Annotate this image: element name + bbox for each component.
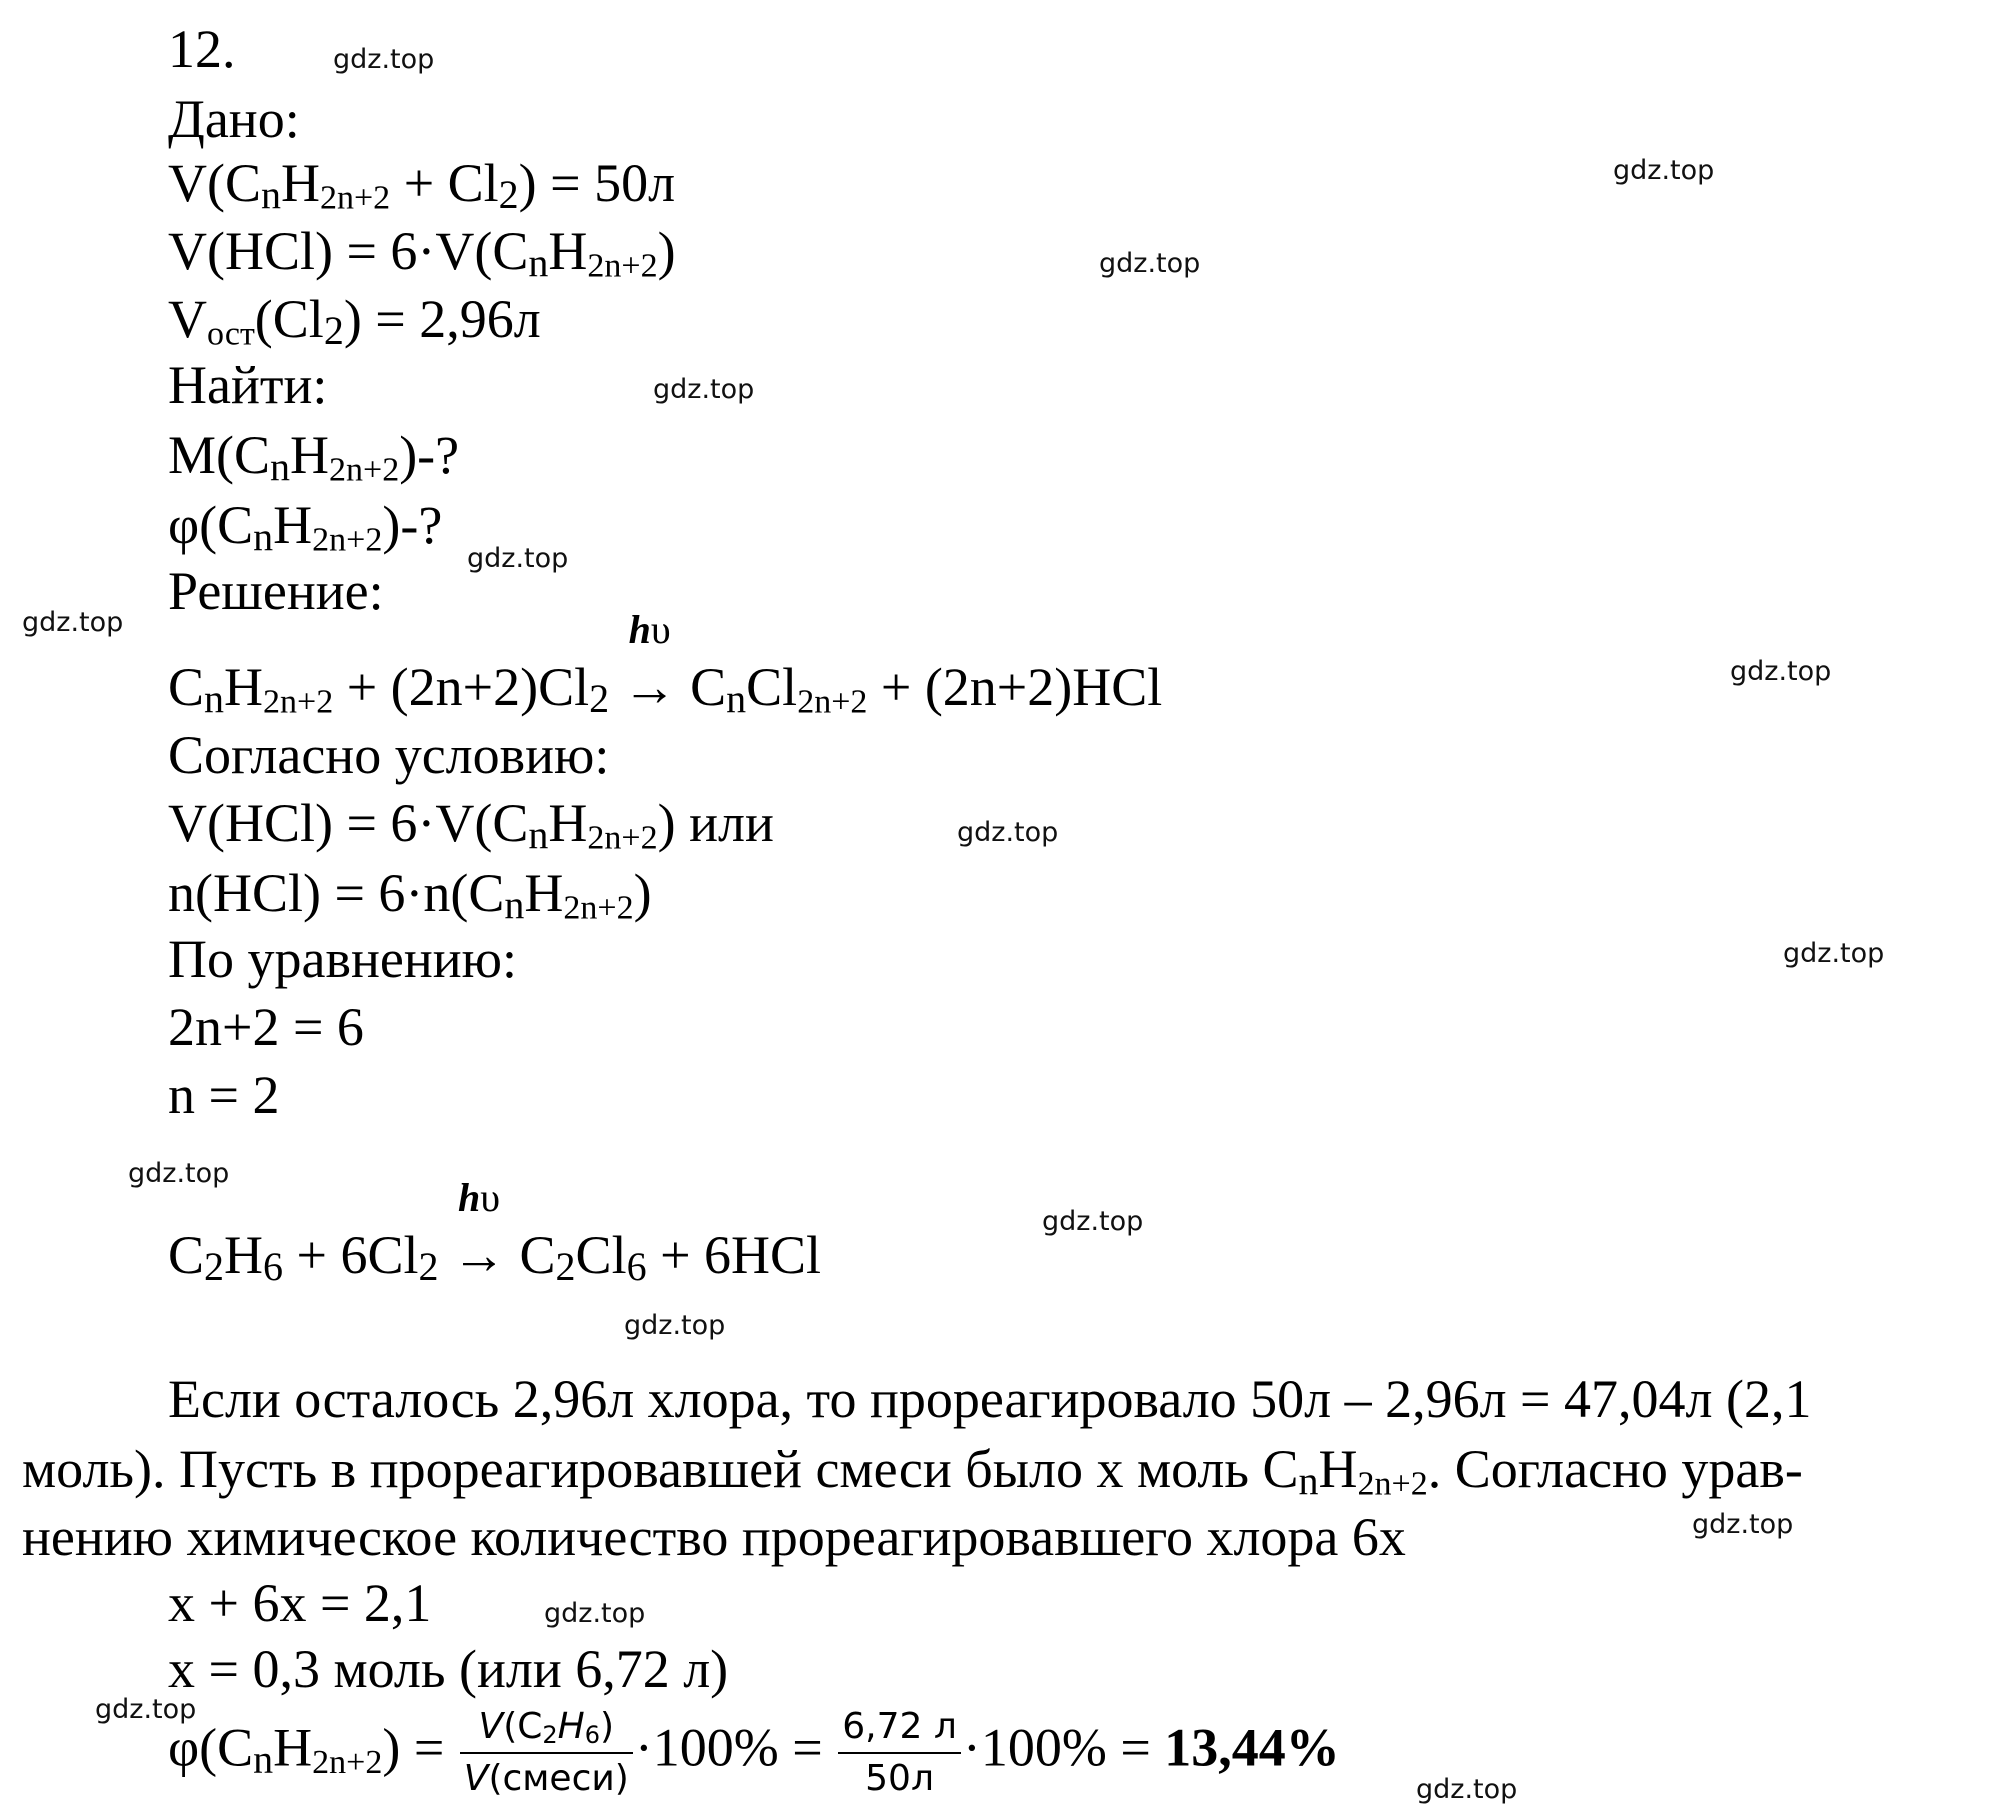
watermark: gdz.top: [333, 44, 435, 75]
given-heading: Дано:: [168, 89, 300, 149]
reaction-general: $C_nH_{2n+2} + (2n+2)Cl_2$ hυ → $C_nCl_{2n+2} + (2n+2)HCl$: [168, 607, 1163, 722]
equation-line-2: n = 2: [168, 1065, 280, 1125]
watermark: gdz.top: [624, 1310, 726, 1341]
find-line-2: $\varphi(C_nH_{2n+2})-$?: [168, 495, 443, 560]
watermark: gdz.top: [95, 1694, 197, 1725]
fraction-volume-ratio: $\frac{V(C_2H_6)}{\text{V(смеси)}}$: [460, 1704, 633, 1802]
watermark: gdz.top: [544, 1598, 646, 1629]
watermark: gdz.top: [1613, 155, 1715, 186]
watermark: gdz.top: [1099, 248, 1201, 279]
problem-number: 12.: [168, 19, 236, 79]
final-formula: $\varphi(C_nH_{2n+2})$ = $\frac{V(C_2H_6)}{\text{V(смеси)}}$ ·100% = $\frac{6,72 л}{50л}$ ·100% = 13,44%: [168, 1704, 1340, 1802]
reaction-arrow: hυ →: [622, 607, 677, 717]
condition-heading: Согласно условию:: [168, 725, 610, 785]
paragraph-line-3: нению химическое количество прореагировавшего хлора 6x: [22, 1507, 1406, 1567]
equation-line-1: 2n+2 = 6: [168, 997, 364, 1057]
watermark: gdz.top: [128, 1158, 230, 1189]
watermark: gdz.top: [1692, 1509, 1794, 1540]
light-label: hυ: [457, 1175, 501, 1220]
condition-line-2: $n(HCl) = 6\cdot n(C_nH_{2n+2})$: [168, 863, 652, 928]
reaction-ethane: $C_2H_6 + 6Cl_2$ hυ → $C_2Cl_6 + 6HCl$: [168, 1175, 822, 1290]
paragraph-line-2: моль). Пусть в прореагировавшей смеси было x моль $C_nH_{2n+2}$. Согласно урав-: [22, 1439, 1803, 1504]
find-heading: Найти:: [168, 355, 328, 415]
x-equation-1: x + 6x = 2,1: [168, 1573, 432, 1633]
x-equation-2: x = 0,3 моль (или 6,72 л): [168, 1639, 729, 1699]
watermark: gdz.top: [467, 543, 569, 574]
reaction-arrow: hυ →: [452, 1175, 507, 1285]
fraction-values: $\frac{6,72 л}{50л}$: [838, 1704, 961, 1802]
paragraph-line-1: Если осталось 2,96л хлора, то прореагировало 50л – 2,96л = 47,04л (2,1: [168, 1369, 1812, 1429]
equation-heading: По уравнению:: [168, 929, 517, 989]
given-line-2: $V(HCl) = 6\cdot V(C_nH_{2n+2})$: [168, 221, 676, 286]
watermark: gdz.top: [1730, 656, 1832, 687]
find-line-1: $M(C_nH_{2n+2})-$?: [168, 425, 460, 490]
watermark: gdz.top: [1042, 1206, 1144, 1237]
given-line-1: $V(C_nH_{2n+2} + Cl_2) = 50л$: [168, 153, 676, 218]
final-result: 13,44%: [1164, 1717, 1340, 1778]
solution-heading: Решение:: [168, 561, 384, 621]
given-line-3: $V_{ост}(Cl_2) = 2,96л$: [168, 289, 541, 354]
watermark: gdz.top: [1416, 1774, 1518, 1805]
watermark: gdz.top: [957, 817, 1059, 848]
light-label: hυ: [628, 607, 671, 652]
watermark: gdz.top: [1783, 938, 1885, 969]
condition-line-1: $V(HCl) = 6\cdot V(C_nH_{2n+2})$ или: [168, 793, 774, 858]
watermark: gdz.top: [22, 607, 124, 638]
watermark: gdz.top: [653, 374, 755, 405]
